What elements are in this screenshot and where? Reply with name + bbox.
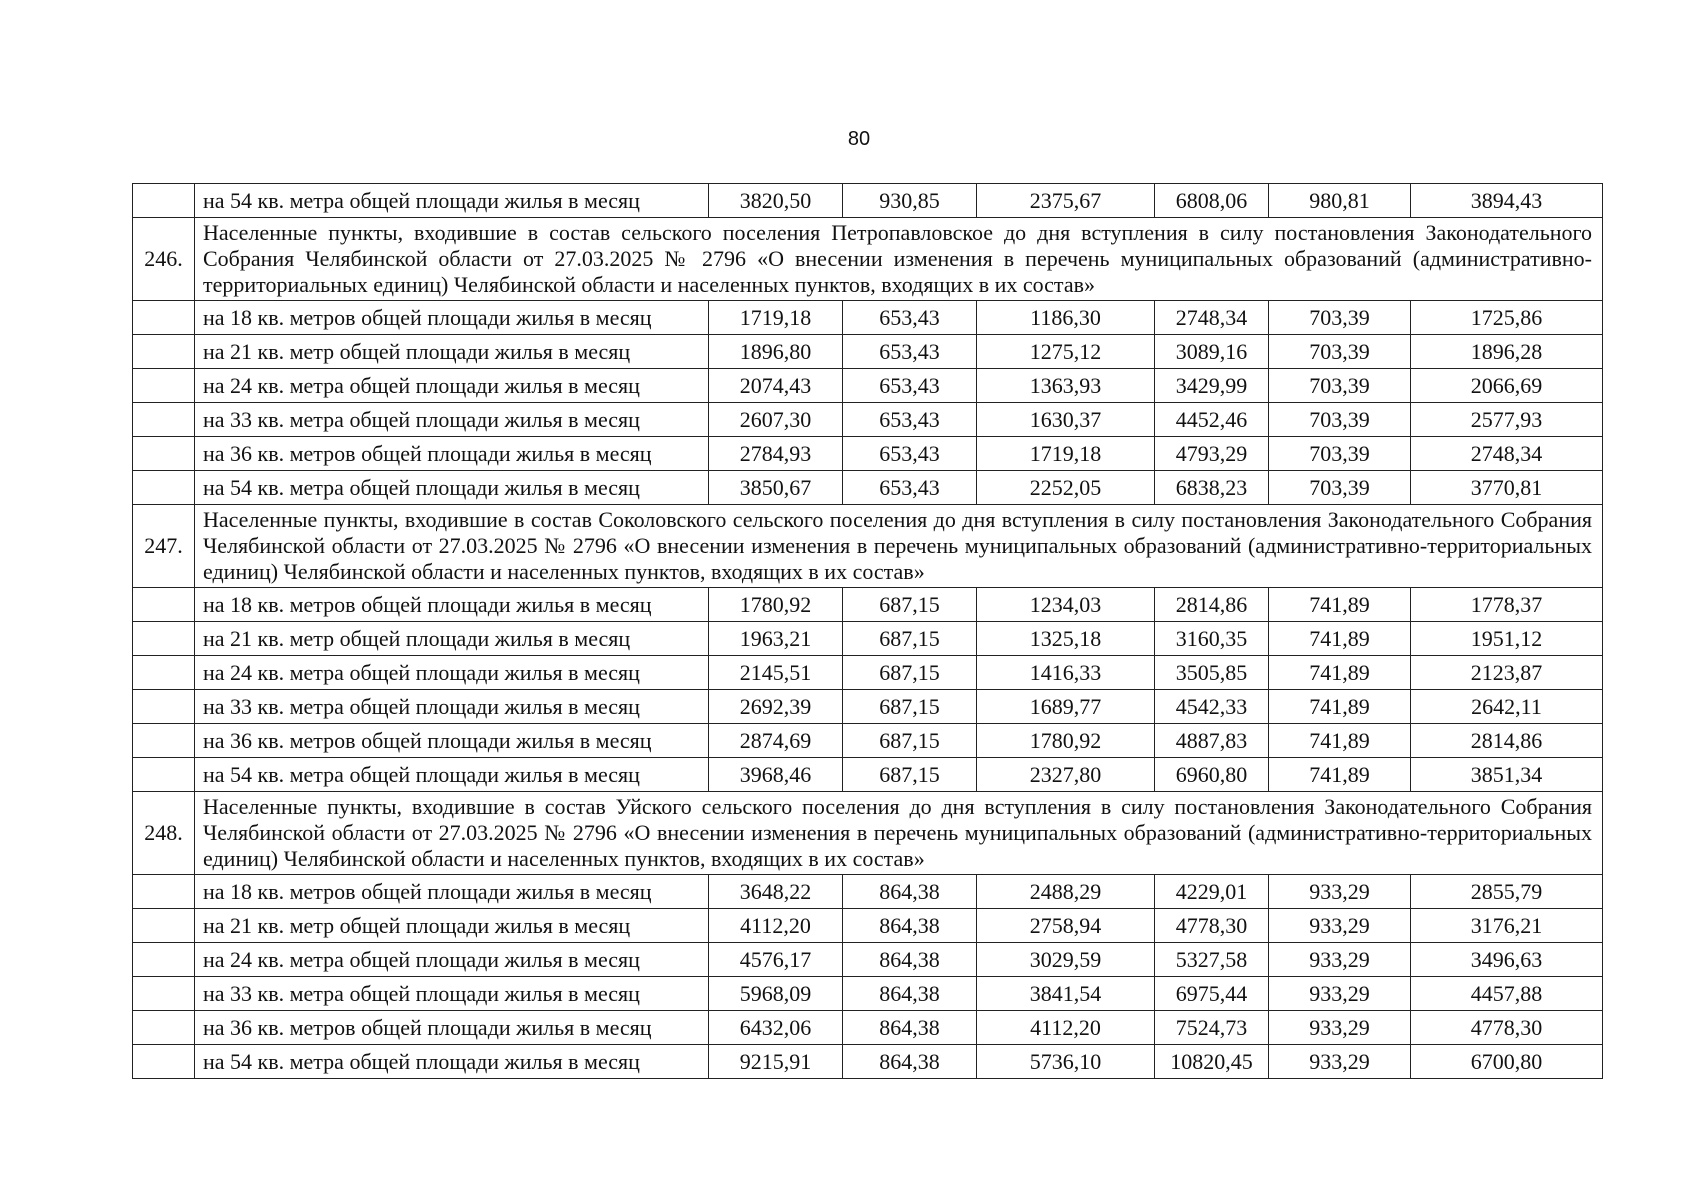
value-cell: 653,43 xyxy=(843,471,977,505)
value-cell: 1963,21 xyxy=(709,622,843,656)
value-cell: 933,29 xyxy=(1269,909,1411,943)
value-cell: 4778,30 xyxy=(1155,909,1269,943)
value-cell: 933,29 xyxy=(1269,1011,1411,1045)
group-header-row xyxy=(133,218,1603,301)
value-cell: 864,38 xyxy=(843,875,977,909)
value-cell: 741,89 xyxy=(1269,724,1411,758)
value-cell: 1780,92 xyxy=(977,724,1155,758)
value-cell: 653,43 xyxy=(843,335,977,369)
value-cell: 1719,18 xyxy=(709,301,843,335)
value-cell: 1896,80 xyxy=(709,335,843,369)
table-row xyxy=(133,909,1603,943)
value-cell: 2748,34 xyxy=(1155,301,1269,335)
row-number-cell xyxy=(133,301,195,335)
value-cell: 2607,30 xyxy=(709,403,843,437)
value-cell: 3850,67 xyxy=(709,471,843,505)
value-cell: 2327,80 xyxy=(977,758,1155,792)
value-cell: 864,38 xyxy=(843,1045,977,1079)
row-label-cell: на 24 кв. метра общей площади жилья в месяц xyxy=(195,943,709,977)
value-cell: 2855,79 xyxy=(1411,875,1603,909)
row-number-cell xyxy=(133,656,195,690)
row-label-cell: на 24 кв. метра общей площади жилья в месяц xyxy=(195,369,709,403)
row-label-cell: на 24 кв. метра общей площади жилья в месяц xyxy=(195,656,709,690)
value-cell: 10820,45 xyxy=(1155,1045,1269,1079)
row-number-cell xyxy=(133,437,195,471)
value-cell: 3851,34 xyxy=(1411,758,1603,792)
value-cell: 2784,93 xyxy=(709,437,843,471)
table-body xyxy=(133,184,1603,1079)
value-cell: 3089,16 xyxy=(1155,335,1269,369)
row-label-cell: на 54 кв. метра общей площади жилья в месяц xyxy=(195,471,709,505)
row-number-cell xyxy=(133,184,195,218)
value-cell: 3029,59 xyxy=(977,943,1155,977)
table-row xyxy=(133,335,1603,369)
value-cell: 1363,93 xyxy=(977,369,1155,403)
value-cell: 5736,10 xyxy=(977,1045,1155,1079)
value-cell: 741,89 xyxy=(1269,690,1411,724)
tariff-table xyxy=(132,183,1603,1079)
value-cell: 653,43 xyxy=(843,301,977,335)
row-number-cell xyxy=(133,1045,195,1079)
value-cell: 930,85 xyxy=(843,184,977,218)
value-cell: 1630,37 xyxy=(977,403,1155,437)
value-cell: 4887,83 xyxy=(1155,724,1269,758)
row-label-cell: на 54 кв. метра общей площади жилья в месяц xyxy=(195,1045,709,1079)
group-number: 248. xyxy=(133,792,195,875)
value-cell: 933,29 xyxy=(1269,977,1411,1011)
value-cell: 687,15 xyxy=(843,758,977,792)
row-number-cell xyxy=(133,369,195,403)
row-label-cell: на 54 кв. метра общей площади жилья в месяц xyxy=(195,758,709,792)
value-cell: 4778,30 xyxy=(1411,1011,1603,1045)
group-number: 247. xyxy=(133,505,195,588)
value-cell: 864,38 xyxy=(843,943,977,977)
value-cell: 653,43 xyxy=(843,437,977,471)
row-label-cell: на 33 кв. метра общей площади жилья в месяц xyxy=(195,977,709,1011)
value-cell: 1186,30 xyxy=(977,301,1155,335)
value-cell: 2577,93 xyxy=(1411,403,1603,437)
value-cell: 1234,03 xyxy=(977,588,1155,622)
value-cell: 687,15 xyxy=(843,622,977,656)
value-cell: 864,38 xyxy=(843,1011,977,1045)
row-label-cell: на 21 кв. метр общей площади жилья в месяц xyxy=(195,622,709,656)
table-row xyxy=(133,758,1603,792)
value-cell: 1325,18 xyxy=(977,622,1155,656)
value-cell: 3968,46 xyxy=(709,758,843,792)
value-cell: 2748,34 xyxy=(1411,437,1603,471)
value-cell: 4112,20 xyxy=(977,1011,1155,1045)
value-cell: 1275,12 xyxy=(977,335,1155,369)
value-cell: 933,29 xyxy=(1269,943,1411,977)
value-cell: 4112,20 xyxy=(709,909,843,943)
row-number-cell xyxy=(133,909,195,943)
row-number-cell xyxy=(133,690,195,724)
value-cell: 3648,22 xyxy=(709,875,843,909)
row-label-cell: на 36 кв. метров общей площади жилья в месяц xyxy=(195,437,709,471)
row-label-cell: на 18 кв. метров общей площади жилья в месяц xyxy=(195,588,709,622)
row-number-cell xyxy=(133,471,195,505)
value-cell: 653,43 xyxy=(843,403,977,437)
value-cell: 2074,43 xyxy=(709,369,843,403)
value-cell: 1951,12 xyxy=(1411,622,1603,656)
row-number-cell xyxy=(133,943,195,977)
value-cell: 3496,63 xyxy=(1411,943,1603,977)
value-cell: 864,38 xyxy=(843,909,977,943)
value-cell: 1689,77 xyxy=(977,690,1155,724)
row-number-cell xyxy=(133,875,195,909)
table-row xyxy=(133,471,1603,505)
row-label-cell: на 33 кв. метра общей площади жилья в месяц xyxy=(195,690,709,724)
value-cell: 1896,28 xyxy=(1411,335,1603,369)
value-cell: 687,15 xyxy=(843,724,977,758)
value-cell: 741,89 xyxy=(1269,656,1411,690)
value-cell: 1416,33 xyxy=(977,656,1155,690)
row-label-cell: на 36 кв. метров общей площади жилья в месяц xyxy=(195,1011,709,1045)
row-label-cell: на 36 кв. метров общей площади жилья в месяц xyxy=(195,724,709,758)
table-row xyxy=(133,656,1603,690)
value-cell: 933,29 xyxy=(1269,875,1411,909)
group-description: Населенные пункты, входившие в состав Уйского сельского поселения до дня вступления в силу постановления Законодательного Собрания Челябинской области от 27.03.2025 № 2796 «О внесении изменения в перечень муниципальных образований (административно-территориальных единиц) Челябинской области и населенных пунктов, входящих в их состав» xyxy=(195,792,1603,875)
value-cell: 1780,92 xyxy=(709,588,843,622)
row-number-cell xyxy=(133,588,195,622)
value-cell: 6960,80 xyxy=(1155,758,1269,792)
value-cell: 741,89 xyxy=(1269,758,1411,792)
value-cell: 6808,06 xyxy=(1155,184,1269,218)
row-number-cell xyxy=(133,977,195,1011)
table-row xyxy=(133,1011,1603,1045)
value-cell: 6700,80 xyxy=(1411,1045,1603,1079)
row-number-cell xyxy=(133,335,195,369)
row-number-cell xyxy=(133,1011,195,1045)
value-cell: 933,29 xyxy=(1269,1045,1411,1079)
value-cell: 6432,06 xyxy=(709,1011,843,1045)
value-cell: 2814,86 xyxy=(1155,588,1269,622)
table-row xyxy=(133,403,1603,437)
row-label-cell: на 54 кв. метра общей площади жилья в месяц xyxy=(195,184,709,218)
value-cell: 4576,17 xyxy=(709,943,843,977)
value-cell: 6838,23 xyxy=(1155,471,1269,505)
value-cell: 4542,33 xyxy=(1155,690,1269,724)
value-cell: 864,38 xyxy=(843,977,977,1011)
table-row xyxy=(133,875,1603,909)
row-label-cell: на 18 кв. метров общей площади жилья в месяц xyxy=(195,875,709,909)
table-row xyxy=(133,301,1603,335)
row-label-cell: на 33 кв. метра общей площади жилья в месяц xyxy=(195,403,709,437)
value-cell: 3770,81 xyxy=(1411,471,1603,505)
value-cell: 2814,86 xyxy=(1411,724,1603,758)
value-cell: 3841,54 xyxy=(977,977,1155,1011)
value-cell: 653,43 xyxy=(843,369,977,403)
group-description: Населенные пункты, входившие в состав сельского поселения Петропавловское до дня вступления в силу постановления Законодательного Собрания Челябинской области от 27.03.2025 № 2796 «О внесении изменения в перечень муниципальных образований (административно-территориальных единиц) Челябинской области и населенных пунктов, входящих в их состав» xyxy=(195,218,1603,301)
value-cell: 2758,94 xyxy=(977,909,1155,943)
page-number: 80 xyxy=(847,128,871,150)
row-label-cell: на 21 кв. метр общей площади жилья в месяц xyxy=(195,335,709,369)
group-description: Населенные пункты, входившие в состав Соколовского сельского поселения до дня вступления в силу постановления Законодательного Собрания Челябинской области от 27.03.2025 № 2796 «О внесении изменения в перечень муниципальных образований (административно-территориальных единиц) Челябинской области и населенных пунктов, входящих в их состав» xyxy=(195,505,1603,588)
row-label-cell: на 21 кв. метр общей площади жилья в месяц xyxy=(195,909,709,943)
value-cell: 5327,58 xyxy=(1155,943,1269,977)
value-cell: 741,89 xyxy=(1269,588,1411,622)
table-row xyxy=(133,943,1603,977)
row-number-cell xyxy=(133,622,195,656)
value-cell: 4452,46 xyxy=(1155,403,1269,437)
value-cell: 3160,35 xyxy=(1155,622,1269,656)
value-cell: 2874,69 xyxy=(709,724,843,758)
value-cell: 703,39 xyxy=(1269,471,1411,505)
table-row xyxy=(133,369,1603,403)
value-cell: 3894,43 xyxy=(1411,184,1603,218)
value-cell: 4229,01 xyxy=(1155,875,1269,909)
value-cell: 7524,73 xyxy=(1155,1011,1269,1045)
table-row xyxy=(133,977,1603,1011)
table-row xyxy=(133,622,1603,656)
table-row xyxy=(133,1045,1603,1079)
value-cell: 3820,50 xyxy=(709,184,843,218)
value-cell: 2488,29 xyxy=(977,875,1155,909)
row-label-cell: на 18 кв. метров общей площади жилья в месяц xyxy=(195,301,709,335)
value-cell: 741,89 xyxy=(1269,622,1411,656)
value-cell: 4793,29 xyxy=(1155,437,1269,471)
value-cell: 687,15 xyxy=(843,656,977,690)
value-cell: 6975,44 xyxy=(1155,977,1269,1011)
value-cell: 2375,67 xyxy=(977,184,1155,218)
value-cell: 687,15 xyxy=(843,588,977,622)
table-row xyxy=(133,588,1603,622)
table-row xyxy=(133,437,1603,471)
value-cell: 703,39 xyxy=(1269,437,1411,471)
value-cell: 2642,11 xyxy=(1411,690,1603,724)
value-cell: 1778,37 xyxy=(1411,588,1603,622)
value-cell: 703,39 xyxy=(1269,335,1411,369)
value-cell: 703,39 xyxy=(1269,369,1411,403)
group-header-row xyxy=(133,792,1603,875)
value-cell: 1719,18 xyxy=(977,437,1155,471)
table-row xyxy=(133,724,1603,758)
value-cell: 2145,51 xyxy=(709,656,843,690)
group-number: 246. xyxy=(133,218,195,301)
value-cell: 2066,69 xyxy=(1411,369,1603,403)
value-cell: 687,15 xyxy=(843,690,977,724)
value-cell: 1725,86 xyxy=(1411,301,1603,335)
row-number-cell xyxy=(133,724,195,758)
value-cell: 2123,87 xyxy=(1411,656,1603,690)
value-cell: 2692,39 xyxy=(709,690,843,724)
value-cell: 5968,09 xyxy=(709,977,843,1011)
value-cell: 703,39 xyxy=(1269,403,1411,437)
table-row xyxy=(133,690,1603,724)
value-cell: 2252,05 xyxy=(977,471,1155,505)
value-cell: 980,81 xyxy=(1269,184,1411,218)
table-row xyxy=(133,184,1603,218)
row-number-cell xyxy=(133,403,195,437)
group-header-row xyxy=(133,505,1603,588)
value-cell: 3505,85 xyxy=(1155,656,1269,690)
value-cell: 3176,21 xyxy=(1411,909,1603,943)
value-cell: 4457,88 xyxy=(1411,977,1603,1011)
value-cell: 9215,91 xyxy=(709,1045,843,1079)
value-cell: 703,39 xyxy=(1269,301,1411,335)
row-number-cell xyxy=(133,758,195,792)
value-cell: 3429,99 xyxy=(1155,369,1269,403)
